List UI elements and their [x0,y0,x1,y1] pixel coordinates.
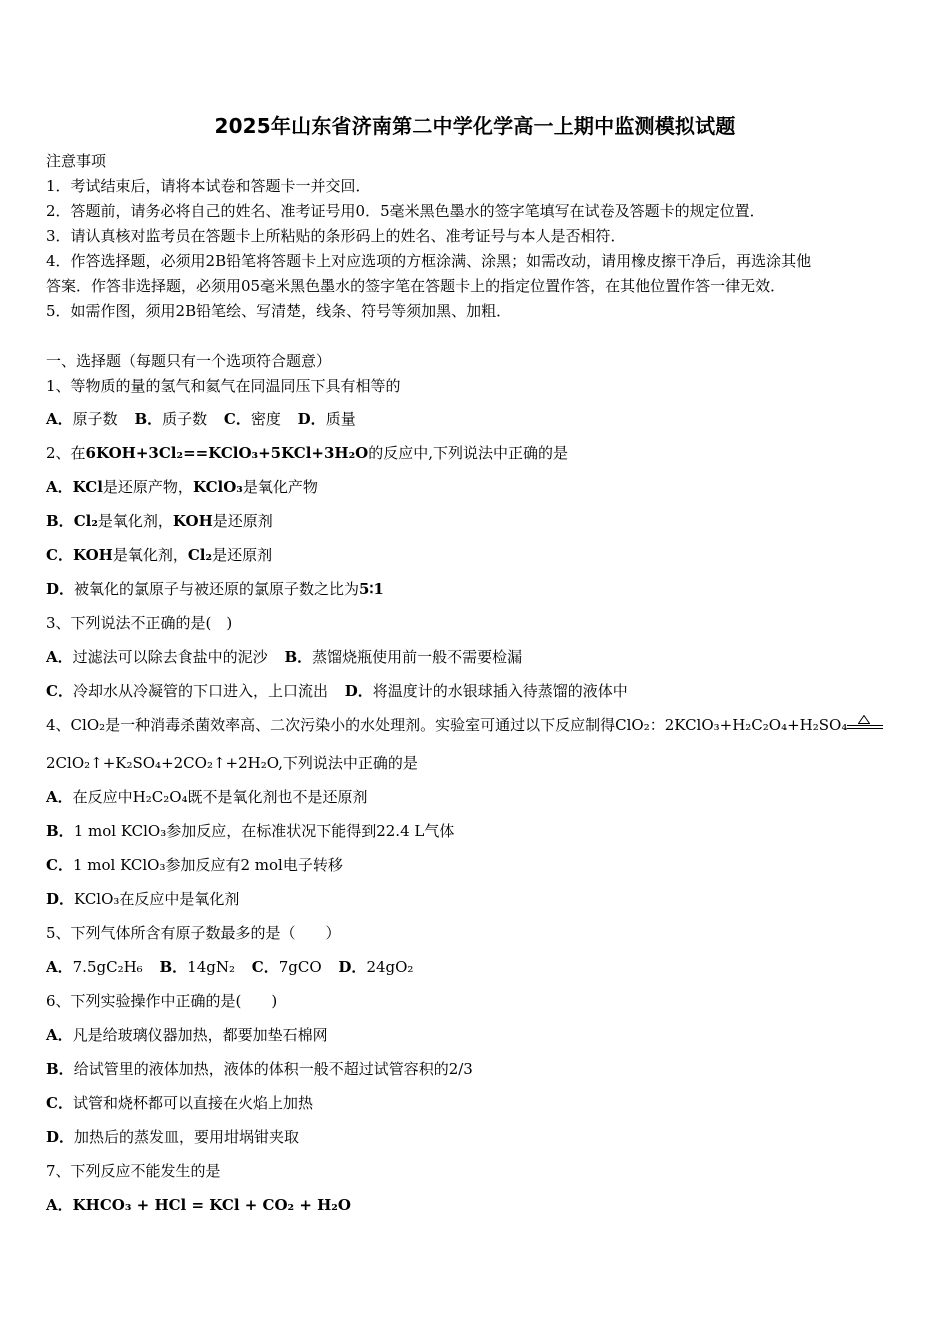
q2-stem-prefix: 2、在 [46,444,86,462]
q2-b-text2: 是还原剂 [212,512,273,530]
page-title: 2025年山东省济南第二中学化学高一上期中监测模拟试题 [214,114,736,138]
q2-equation: 6KOH+3Cl₂==KClO₃+5KCl+3H₂O [85,444,369,462]
q6-option-a-text: 凡是给玻璃仪器加热，都要加垫石棉网 [72,1026,328,1044]
q4-option-b [46,820,910,842]
question-2-stem [46,442,910,464]
q6-option-b [46,1058,910,1080]
q2-option-c [46,544,910,566]
q4-option-d-text: KClO₃在反应中是氧化剂 [74,890,240,908]
q2-c-text1: 是氧化剂， [112,546,188,564]
notice-item-1: 1．考试结束后，请将本试卷和答题卡一并交回． [46,177,371,195]
q5-option-d: 24gO₂ [366,958,414,976]
q6-option-c [46,1092,910,1114]
q6-option-c-text: 试管和烧杯都可以直接在火焰上加热 [72,1094,313,1112]
q3-option-a-label: A． [46,648,73,666]
q6-option-a [46,1024,910,1046]
question-4-stem-line1 [46,714,910,736]
q5-option-b-label: B． [159,958,188,976]
q3-option-b-label: B． [284,648,313,666]
q4-stem-text: 4、ClO₂是一种消毒杀菌效率高、二次污染小的水处理剂。实验室可通过以下反应制得ClO₂：2KClO₃+H₂C₂O₄+H₂SO₄ [46,716,848,734]
q1-option-d: 质量 [325,410,356,428]
q5-option-a: 7.5gC₂H₆ [72,958,143,976]
q7-option-a-text: KHCO₃ + HCl = KCl + CO₂ + H₂O [72,1196,351,1214]
question-6-stem: 6、下列实验操作中正确的是( ) [46,992,278,1010]
q3-option-c: 冷却水从冷凝管的下口进入，上口流出 [72,682,328,700]
q2-c-text2: 是还原剂 [212,546,273,564]
q2-d-text: 被氧化的氯原子与被还原的氯原子数之比为 [74,580,360,598]
section-heading: 一、选择题（每题只有一个选项符合题意） [46,352,332,370]
notice-item-4: 4．作答选择题，必须用2B铅笔将答题卡上对应选项的方框涂满、涂黑；如需改动，请用橡皮擦干净后，再选涂其他 [46,252,812,270]
question-3-stem: 3、下列说法不正确的是( ) [46,614,233,632]
q2-a-text1: 是还原产物， [102,478,193,496]
q2-option-d-label: D． [46,580,75,598]
question-3-options-cd [46,680,910,702]
question-1-options [46,408,910,430]
q1-option-c-label: C． [223,410,251,428]
q3-option-d-label: D． [344,682,373,700]
q5-option-b: 14gN₂ [187,958,235,976]
q2-c-formula2: Cl₂ [187,546,213,564]
q2-a-formula2: KClO₃ [192,478,243,496]
q2-c-formula: KOH [72,546,113,564]
notice-item-3: 3．请认真核对监考员在答题卡上所粘贴的条形码上的姓名、准考证号与本人是否相符． [46,227,626,245]
q2-option-d [46,578,910,600]
q6-option-c-label: C． [46,1094,73,1112]
q4-option-d-label: D． [46,890,75,908]
q6-option-d-label: D． [46,1128,75,1146]
q7-option-a-label: A． [46,1196,73,1214]
q4-option-a-label: A． [46,788,73,806]
q2-option-c-label: C． [46,546,73,564]
q6-option-d [46,1126,910,1148]
question-5-options [46,956,910,978]
q2-b-formula2: KOH [172,512,213,530]
notice-heading: 注意事项 [46,152,107,170]
q4-option-c-text: 1 mol KClO₃参加反应有2 mol电子转移 [72,856,343,874]
q2-b-text1: 是氧化剂， [97,512,173,530]
q5-option-d-label: D． [338,958,367,976]
q4-option-d [46,888,910,910]
q4-option-c-label: C． [46,856,73,874]
q5-option-c-label: C． [251,958,279,976]
q4-option-a [46,786,910,808]
q6-option-b-label: B． [46,1060,74,1078]
q2-b-formula: Cl₂ [73,512,98,530]
question-7-stem: 7、下列反应不能发生的是 [46,1162,221,1180]
q3-option-a: 过滤法可以除去食盐中的泥沙 [72,648,268,666]
q2-a-formula: KCl [72,478,103,496]
question-5-stem: 5、下列气体所含有原子数最多的是（ ） [46,924,341,942]
q4-option-b-label: B． [46,822,74,840]
q2-option-a [46,476,910,498]
q1-option-a: 原子数 [72,410,118,428]
q4-option-a-text: 在反应中H₂C₂O₄既不是氧化剂也不是还原剂 [72,788,368,806]
q1-option-b: 质子数 [162,410,208,428]
q2-option-a-label: A． [46,478,73,496]
q7-option-a [46,1194,910,1216]
q3-option-b: 蒸馏烧瓶使用前一般不需要检漏 [312,648,523,666]
notice-item-5: 5．如需作图，须用2B铅笔绘、写清楚，线条、符号等须加黑、加粗． [46,302,512,320]
q1-option-a-label: A． [46,410,73,428]
q2-option-b [46,510,910,532]
heating-equals-sign-icon [847,714,883,734]
q4-option-c [46,854,910,876]
q3-option-c-label: C． [46,682,73,700]
q5-option-a-label: A． [46,958,73,976]
question-1-stem: 1、等物质的量的氢气和氦气在同温同压下具有相等的 [46,377,401,395]
notice-item-2: 2．答题前，请务必将自己的姓名、准考证号用0．5毫米黑色墨水的签字笔填写在试卷及答题卡的规定位置． [46,202,765,220]
q6-option-b-text: 给试管里的液体加热，液体的体积一般不超过试管容积的2/3 [73,1060,473,1078]
q4-option-b-text: 1 mol KClO₃参加反应，在标准状况下能得到22.4 L气体 [73,822,455,840]
q2-d-ratio: 5∶1 [359,580,384,598]
q2-option-b-label: B． [46,512,74,530]
q1-option-b-label: B． [134,410,163,428]
q6-option-d-text: 加热后的蒸发皿，要用坩埚钳夹取 [74,1128,300,1146]
q6-option-a-label: A． [46,1026,73,1044]
q2-a-text2: 是氧化产物 [242,478,318,496]
question-3-options-ab [46,646,910,668]
q1-option-c: 密度 [250,410,281,428]
notice-item-4-cont: 答案．作答非选择题，必须用05毫米黑色墨水的签字笔在答题卡上的指定位置作答，在其他位置作答一律无效． [46,277,786,295]
q3-option-d: 将温度计的水银球插入待蒸馏的液体中 [372,682,628,700]
question-4-stem-line2: 2ClO₂↑+K₂SO₄+2CO₂↑+2H₂O,下列说法中正确的是 [46,754,418,772]
q1-option-d-label: D． [297,410,326,428]
q5-option-c: 7gCO [278,958,322,976]
q2-stem-suffix: 的反应中,下列说法中正确的是 [368,444,568,462]
